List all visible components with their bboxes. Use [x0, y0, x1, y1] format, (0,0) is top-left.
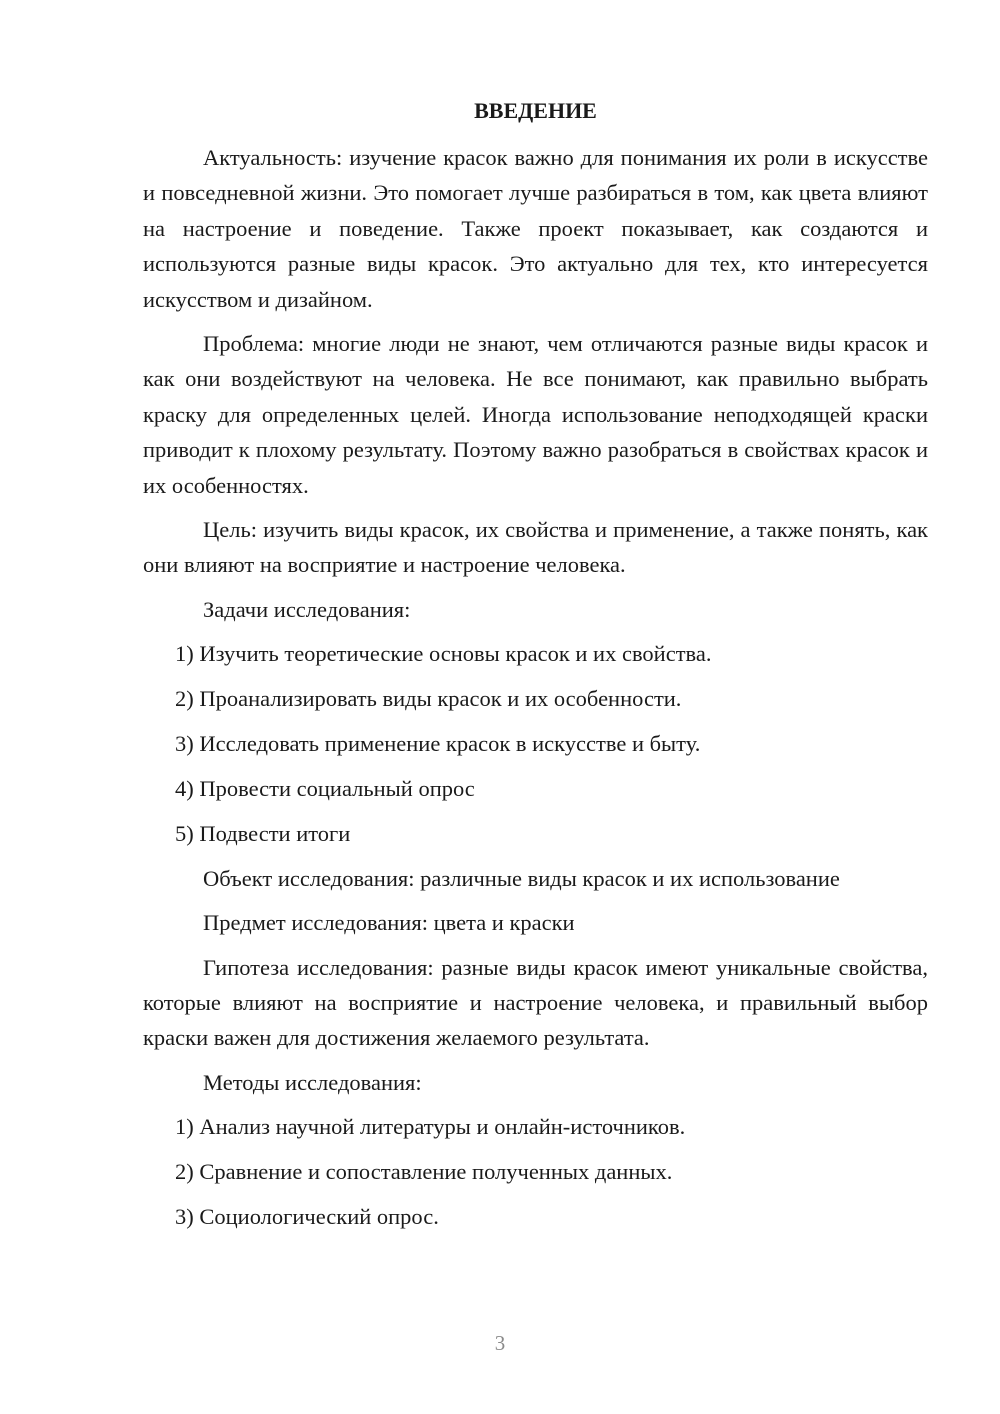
hypothesis-paragraph: Гипотеза исследования: разные виды красок имеют уникальные свойства, которые влияют на восприятие и настроение человека, и правильный выбор краски важен для достижения желаемого результата.: [143, 954, 928, 1051]
section-title: ВВЕДЕНИЕ: [474, 98, 597, 123]
relevance-paragraph: Актуальность: изучение красок важно для понимания их роли в искусстве и повседневной жизни. Это помогает лучше разбираться в том, как цвета влияют на настроение и поведение. Также проект показывает, как создаются и используются разные виды красок. Это актуально для тех, кто интересуется искусством и дизайном.: [143, 145, 928, 312]
list-item: 2) Проанализировать виды красок и их особенности.: [175, 686, 682, 712]
list-item: 3) Социологический опрос.: [175, 1204, 439, 1230]
list-item: 1) Анализ научной литературы и онлайн-источников.: [175, 1114, 686, 1140]
list-item: 4) Провести социальный опрос: [175, 776, 475, 801]
goal-paragraph: Цель: изучить виды красок, их свойства и применение, а также понять, как они влияют на восприятие и настроение человека.: [143, 517, 928, 578]
list-item: 5) Подвести итоги: [175, 820, 351, 846]
problem-paragraph: Проблема: многие люди не знают, чем отличаются разные виды красок и как они воздействуют на человека. Не все понимают, как правильно выбрать краску для определенных целей. Иногда использование неподходящей краски приводит к плохому результату. Поэтому важно разобраться в свойствах красок и их особенностях.: [143, 331, 928, 498]
subject-line: Предмет исследования: цвета и краски: [203, 910, 575, 936]
page-number: 3: [494, 1331, 506, 1355]
list-item: 2) Сравнение и сопоставление полученных данных.: [175, 1159, 673, 1185]
list-item: 3) Исследовать применение красок в искусстве и быту.: [175, 731, 701, 757]
tasks-heading: Задачи исследования:: [203, 596, 411, 622]
methods-list: [143, 1109, 928, 1234]
list-item: 1) Изучить теоретические основы красок и их свойства.: [175, 641, 712, 667]
page-content: [143, 92, 928, 1244]
tasks-list: [143, 636, 928, 851]
object-line: Объект исследования: различные виды красок и их использование: [203, 865, 840, 891]
methods-heading: Методы исследования:: [203, 1069, 422, 1095]
